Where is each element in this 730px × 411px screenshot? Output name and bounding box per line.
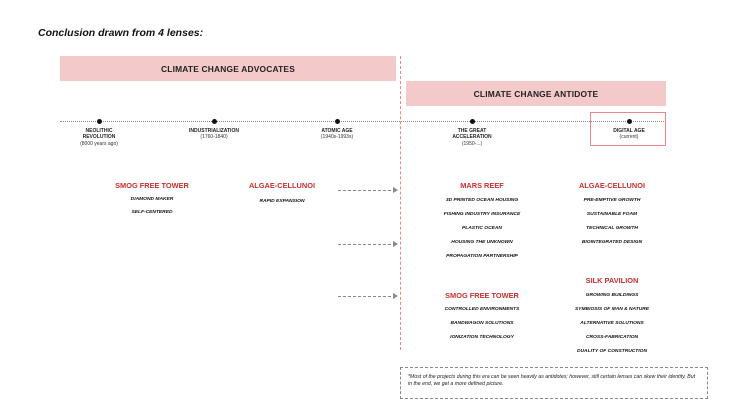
project-item: SUSTAINABLE FOAM: [586, 212, 638, 217]
project-item: ALTERNATIVE SOLUTIONS: [580, 321, 644, 326]
era-divider: [400, 56, 401, 350]
era-dates: (1760-1840): [200, 134, 228, 141]
advocate-project-algae-title: ALGAE-CELLUNOI: [248, 181, 316, 190]
era-name: INDUSTRIALIZATION: [189, 128, 239, 134]
project-item: PROPAGATION PARTNERSHIP: [446, 254, 518, 259]
project-item: SYMBIOSIS OF MAN & NATURE: [574, 307, 650, 312]
era-great-acceleration: [427, 128, 517, 147]
antidote-project-silk-title: SILK PAVILION: [585, 276, 639, 285]
project-item: CONTROLLED ENVIRONMENTS: [444, 307, 520, 312]
timeline-dot-neolithic: [97, 119, 102, 124]
arrow-right-icon: [338, 186, 396, 194]
project-item: BANDWAGON SOLUTIONS: [450, 321, 514, 326]
page-title: Conclusion drawn from 4 lenses:: [38, 27, 204, 39]
antidote-project-mars-reef-title: MARS REEF: [460, 181, 504, 190]
project-item: HOUSING THE UNKNOWN: [451, 240, 513, 245]
era-name: THE GREAT: [457, 128, 487, 134]
antidote-project-smog-title: SMOG FREE TOWER: [445, 291, 519, 300]
arrow-right-icon: [338, 240, 396, 248]
project-item: CROSS-FABRICATION: [585, 335, 639, 340]
timeline-dot-great-acceleration: [470, 119, 475, 124]
advocate-project-smog-title: SMOG FREE TOWER: [115, 181, 189, 190]
project-item: 3D PRINTED OCEAN HOUSING: [445, 198, 519, 203]
project-item: RAPID EXPANSION: [259, 199, 305, 204]
era-dates: (1950-...): [461, 140, 483, 147]
footnote-text: *Most of the projects during this era can be seen heavily as antidotes; however, still certain lenses can skew their identity. But in the end, we get a more defined picture.: [408, 374, 696, 387]
era-name: ACCELERATION: [452, 134, 492, 141]
era-name: NEOLITHIC: [85, 128, 113, 134]
era-industrialization: [169, 128, 259, 141]
era-name: DIGITAL AGE: [613, 128, 645, 134]
project-item: PRE-EMPTIVE GROWTH: [583, 198, 641, 203]
era-dates: (current): [619, 134, 639, 141]
project-item: FISHING INDUSTRY INSURANCE: [443, 212, 521, 217]
arrow-right-icon: [338, 292, 396, 300]
project-item: SELF-CENTERED: [131, 210, 173, 215]
era-dates: (8000 years ago): [80, 140, 118, 147]
era-name: ATOMIC AGE: [321, 128, 353, 134]
era-atomic: [292, 128, 382, 141]
project-item: GROWING BUILDINGS: [585, 293, 639, 298]
project-item: BIOINTEGRATED DESIGN: [581, 240, 643, 245]
project-item: TECHNICAL GROWTH: [586, 226, 638, 231]
timeline-dot-atomic: [335, 119, 340, 124]
era-digital: [584, 128, 674, 141]
era-neolithic: [54, 128, 144, 147]
project-item: DIAMOND MAKER: [130, 197, 174, 202]
timeline-dot-digital: [627, 119, 632, 124]
project-item: DUALITY OF CONSTRUCTION: [576, 349, 647, 354]
era-dates: (1940s-1993s): [320, 134, 354, 141]
banner-antidote-label: CLIMATE CHANGE ANTIDOTE: [473, 88, 599, 99]
banner-antidote: [406, 81, 666, 106]
timeline-line: [60, 121, 666, 122]
project-item: IONIZATION TECHNOLOGY: [450, 335, 514, 340]
banner-advocates: [60, 56, 396, 81]
project-item: PLASTIC OCEAN: [462, 226, 502, 231]
banner-advocates-label: CLIMATE CHANGE ADVOCATES: [161, 63, 295, 74]
era-name: REVOLUTION: [82, 134, 116, 141]
antidote-project-algae-title: ALGAE-CELLUNOI: [578, 181, 646, 190]
timeline-dot-industrialization: [212, 119, 217, 124]
footnote-box: [400, 367, 708, 399]
